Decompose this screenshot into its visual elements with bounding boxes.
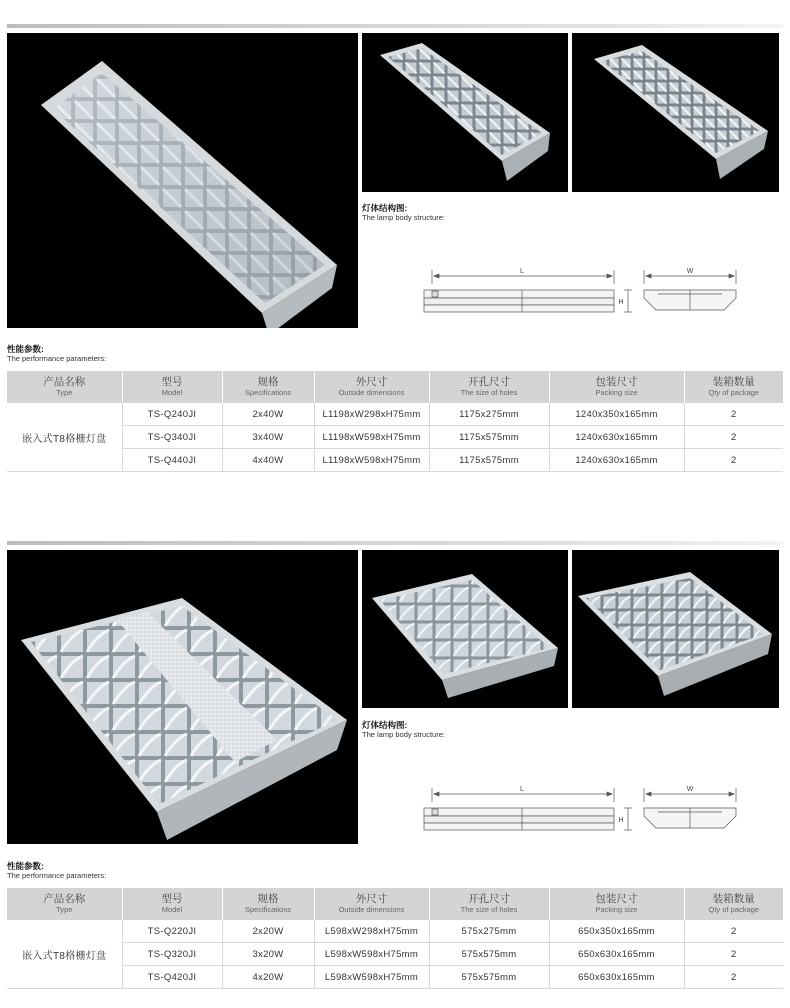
- height-label: H: [618, 299, 624, 306]
- cell-holes: 1175x275mm: [429, 403, 549, 426]
- cell-model: TS-Q340JI: [122, 426, 222, 449]
- height-label: H: [618, 817, 624, 824]
- width-label: W: [686, 268, 694, 275]
- structure-title: 灯体结构图:: [362, 203, 408, 213]
- product-photo-2: [362, 550, 568, 708]
- cell-spec: 2x40W: [222, 403, 314, 426]
- product-photo-2: [362, 33, 568, 192]
- cell-outside: L598xW598xH75mm: [314, 943, 429, 966]
- cell-packing: 650x630x165mm: [549, 966, 684, 989]
- header-holes: 开孔尺寸 The size of holes: [429, 888, 549, 920]
- cell-holes: 575x275mm: [429, 920, 549, 943]
- cell-spec: 4x40W: [222, 449, 314, 472]
- cell-outside: L598xW598xH75mm: [314, 966, 429, 989]
- cell-outside: L1198xW598xH75mm: [314, 426, 429, 449]
- length-label: L: [520, 268, 524, 275]
- cell-qty: 2: [684, 426, 783, 449]
- perf-title: 性能参数:: [7, 344, 44, 354]
- lamp-structure-diagram: [418, 782, 748, 842]
- header-outside: 外尺寸 Outside dimensions: [314, 888, 429, 920]
- cell-model: TS-Q320JI: [122, 943, 222, 966]
- cell-model: TS-Q240JI: [122, 403, 222, 426]
- table-header-row: [7, 371, 783, 403]
- square-grille-lamp-image: [7, 550, 358, 844]
- cell-qty: 2: [684, 966, 783, 989]
- cell-packing: 1240x630x165mm: [549, 426, 684, 449]
- product-type: 嵌入式T8格栅灯盘: [7, 920, 122, 989]
- product-photo-main: [7, 33, 358, 328]
- header-spec: 规格 Specifications: [222, 888, 314, 920]
- header-qty: 装箱数量 Qty of package: [684, 371, 783, 403]
- cell-holes: 575x575mm: [429, 943, 549, 966]
- width-label: W: [686, 786, 694, 793]
- 4-lamp-grille-image: [572, 33, 779, 192]
- product-photo-3: [572, 33, 779, 192]
- table-header-row: [7, 888, 783, 920]
- cell-qty: 2: [684, 920, 783, 943]
- cell-holes: 1175x575mm: [429, 426, 549, 449]
- table-row: [7, 920, 783, 943]
- cell-spec: 3x20W: [222, 943, 314, 966]
- header-packing: 包装尺寸 Packing size: [549, 371, 684, 403]
- perf-subtitle: The performance parameters:: [7, 871, 107, 880]
- table-row: [7, 403, 783, 426]
- cell-qty: 2: [684, 943, 783, 966]
- cell-model: TS-Q440JI: [122, 449, 222, 472]
- cell-holes: 1175x575mm: [429, 449, 549, 472]
- 3-lamp-grille-image: [362, 33, 568, 192]
- cell-qty: 2: [684, 449, 783, 472]
- header-type: 产品名称 Type: [7, 888, 122, 920]
- header-outside: 外尺寸 Outside dimensions: [314, 371, 429, 403]
- cell-packing: 1240x630x165mm: [549, 449, 684, 472]
- structure-title: 灯体结构图:: [362, 720, 408, 730]
- cell-model: TS-Q420JI: [122, 966, 222, 989]
- cell-spec: 4x20W: [222, 966, 314, 989]
- 4-lamp-square-grille-image: [572, 550, 779, 708]
- section-divider: [7, 541, 783, 545]
- header-packing: 包装尺寸 Packing size: [549, 888, 684, 920]
- cell-qty: 2: [684, 403, 783, 426]
- 3-lamp-square-grille-image: [362, 550, 568, 708]
- cell-model: TS-Q220JI: [122, 920, 222, 943]
- product-photo-3: [572, 550, 779, 708]
- product-photo-main: [7, 550, 358, 844]
- spec-table: [7, 888, 783, 989]
- cell-outside: L598xW298xH75mm: [314, 920, 429, 943]
- cell-spec: 2x20W: [222, 920, 314, 943]
- table-row: [7, 426, 783, 449]
- table-row: [7, 943, 783, 966]
- header-spec: 规格 Specifications: [222, 371, 314, 403]
- cell-holes: 575x575mm: [429, 966, 549, 989]
- cell-packing: 650x350x165mm: [549, 920, 684, 943]
- header-type: 产品名称 Type: [7, 371, 122, 403]
- structure-subtitle: The lamp body structure:: [362, 730, 445, 739]
- cell-packing: 650x630x165mm: [549, 943, 684, 966]
- perf-subtitle: The performance parameters:: [7, 354, 107, 363]
- cell-spec: 3x40W: [222, 426, 314, 449]
- lamp-structure-diagram: [418, 264, 748, 324]
- header-model: 型号 Model: [122, 371, 222, 403]
- header-model: 型号 Model: [122, 888, 222, 920]
- product-type: 嵌入式T8格栅灯盘: [7, 403, 122, 472]
- cell-outside: L1198xW298xH75mm: [314, 403, 429, 426]
- header-qty: 装箱数量 Qty of package: [684, 888, 783, 920]
- product-section-1: [0, 0, 790, 500]
- perf-title: 性能参数:: [7, 861, 44, 871]
- table-row: [7, 449, 783, 472]
- header-holes: 开孔尺寸 The size of holes: [429, 371, 549, 403]
- cell-outside: L1198xW598xH75mm: [314, 449, 429, 472]
- structure-subtitle: The lamp body structure:: [362, 213, 445, 222]
- table-row: [7, 966, 783, 989]
- cell-packing: 1240x350x165mm: [549, 403, 684, 426]
- section-divider: [7, 24, 783, 28]
- spec-table: [7, 371, 783, 472]
- long-grille-lamp-image: [7, 33, 358, 328]
- length-label: L: [520, 786, 524, 793]
- product-section-2: [0, 517, 790, 1008]
